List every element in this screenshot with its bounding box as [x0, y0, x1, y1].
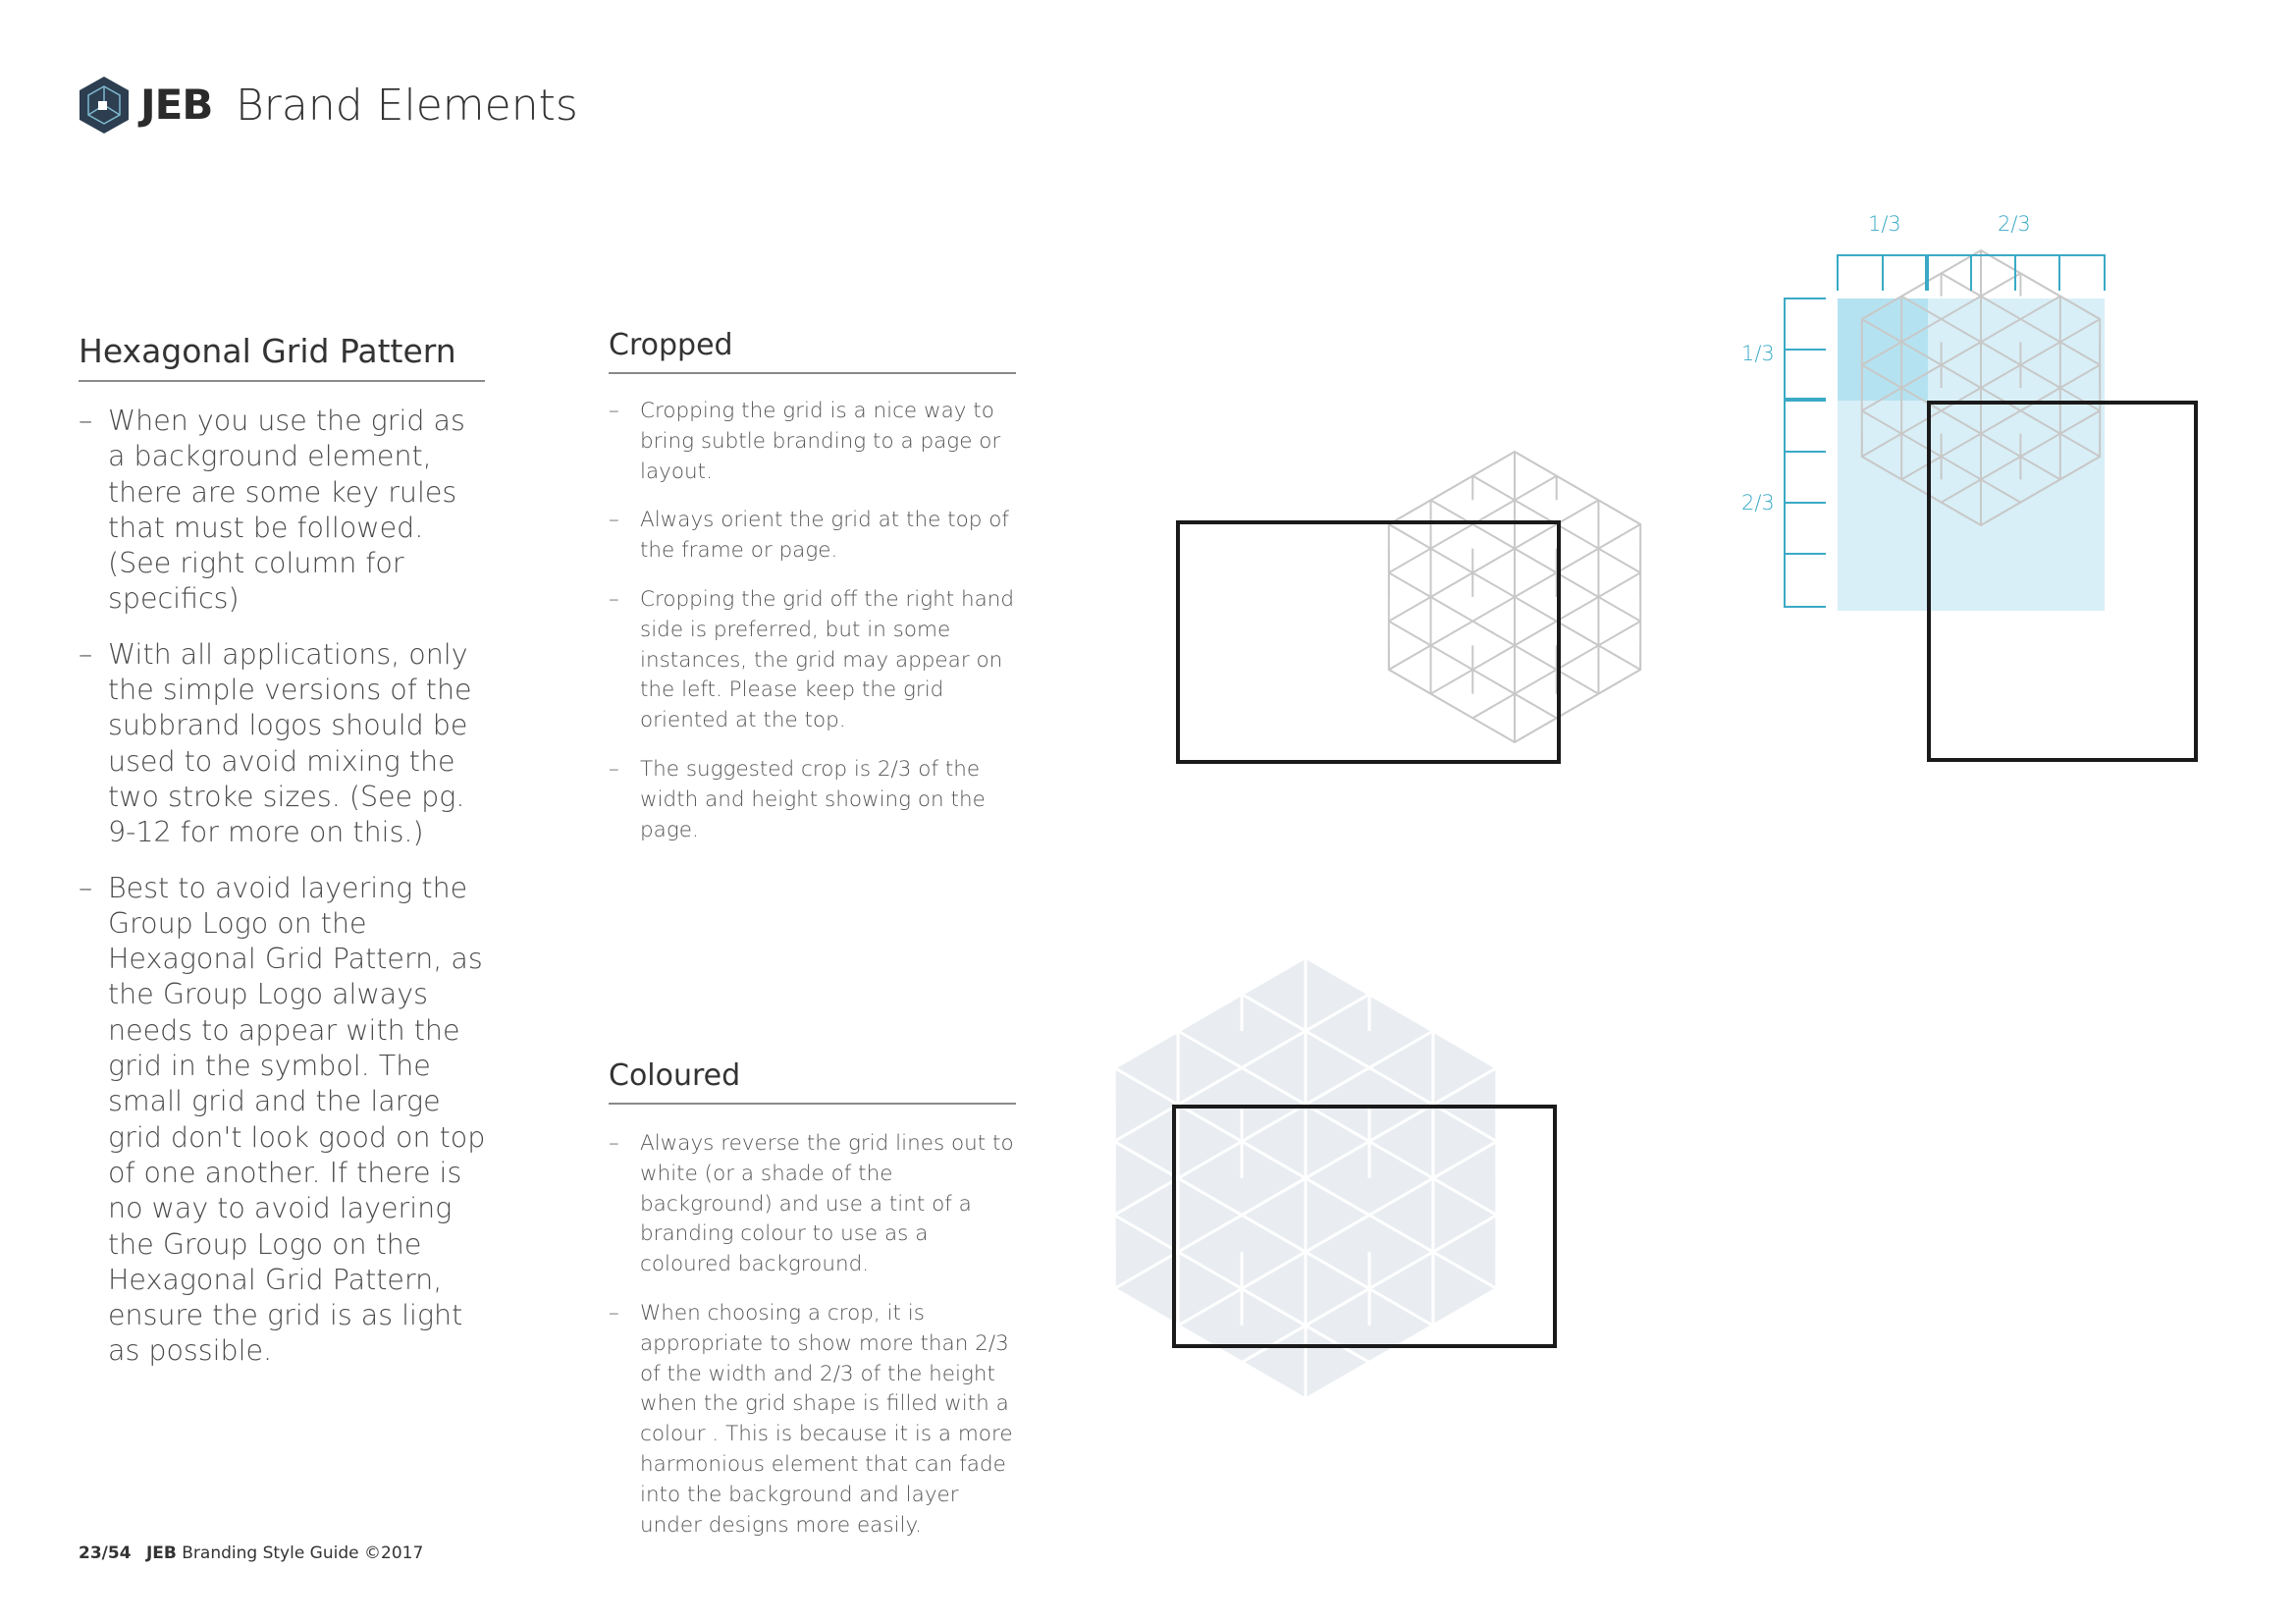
bullet-item: – The suggested crop is 2/3 of the width and height showing on the page.: [609, 755, 1021, 845]
brand-wordmark: JEB: [140, 81, 213, 129]
cropped-bullet-list: [609, 397, 1021, 864]
bullet-item: – Cropping the grid is a nice way to bring subtle branding to a page or layout.: [609, 397, 1021, 487]
coloured-bullet-list: [609, 1129, 1021, 1559]
bullet-item: – Best to avoid layering the Group Logo on the Hexagonal Grid Pattern, as the Group Logo always needs to appear with the grid in the symbol. The small grid and the large grid don't look good on top of one another. If there is no way to avoid layering the Group Logo on the Hexagonal Grid Pattern, ensure the grid is as light as possible.: [79, 871, 491, 1370]
cropped-grid-diagram: [1158, 373, 1669, 785]
fraction-label: 1/3: [1741, 342, 1775, 365]
page-footer: [79, 1543, 423, 1563]
section-title: Hexagonal Grid Pattern: [79, 332, 485, 382]
bullet-item: – With all applications, only the simple versions of the subbrand logos should be used to avoid mixing the two stroke sizes. (See pg. 9-12 for more on this.): [79, 637, 491, 851]
bullet-item: – When you use the grid as a background element, there are some key rules that must be followed. (See right column for specifics): [79, 404, 491, 618]
section-bullet-list: [79, 404, 491, 1389]
page-number: 23/54: [79, 1543, 132, 1563]
bullet-item: – Always orient the grid at the top of the frame or page.: [609, 506, 1021, 567]
fraction-label: 2/3: [1741, 491, 1775, 514]
bullet-item: – Cropping the grid off the right hand side is preferred, but in some instances, the grid may appear on the left. Please keep the grid oriented at the top.: [609, 585, 1021, 736]
fraction-label: 1/3: [1868, 212, 1901, 236]
hexagon-grid-filled: [1099, 938, 1629, 1409]
fraction-label: 2/3: [1998, 212, 2031, 236]
bullet-item: – Always reverse the grid lines out to white (or a shade of the background) and use a tint of a branding colour to use as a coloured background.: [609, 1129, 1021, 1280]
jeb-logo-icon: [77, 75, 132, 135]
top-ruler: [1838, 255, 2105, 291]
bullet-item: – When choosing a crop, it is appropriate to show more than 2/3 of the width and 2/3 of the height when the grid shape is filled with a colour . This is because it is a more harmonious element that can fade into the background and layer under designs more easily.: [609, 1299, 1021, 1541]
page-title: Brand Elements: [236, 81, 578, 131]
footer-brand: JEB: [145, 1543, 177, 1563]
hexagon-grid-outline: [1158, 373, 1669, 785]
cropped-title: Cropped: [609, 328, 1016, 374]
crop-proportion-diagram: [1767, 245, 2218, 776]
side-ruler: [1785, 298, 1826, 607]
coloured-grid-diagram: [1099, 938, 1629, 1409]
footer-text: Branding Style Guide ©2017: [182, 1543, 424, 1563]
coloured-title: Coloured: [609, 1058, 1016, 1105]
crop-frame: [1178, 522, 1559, 762]
